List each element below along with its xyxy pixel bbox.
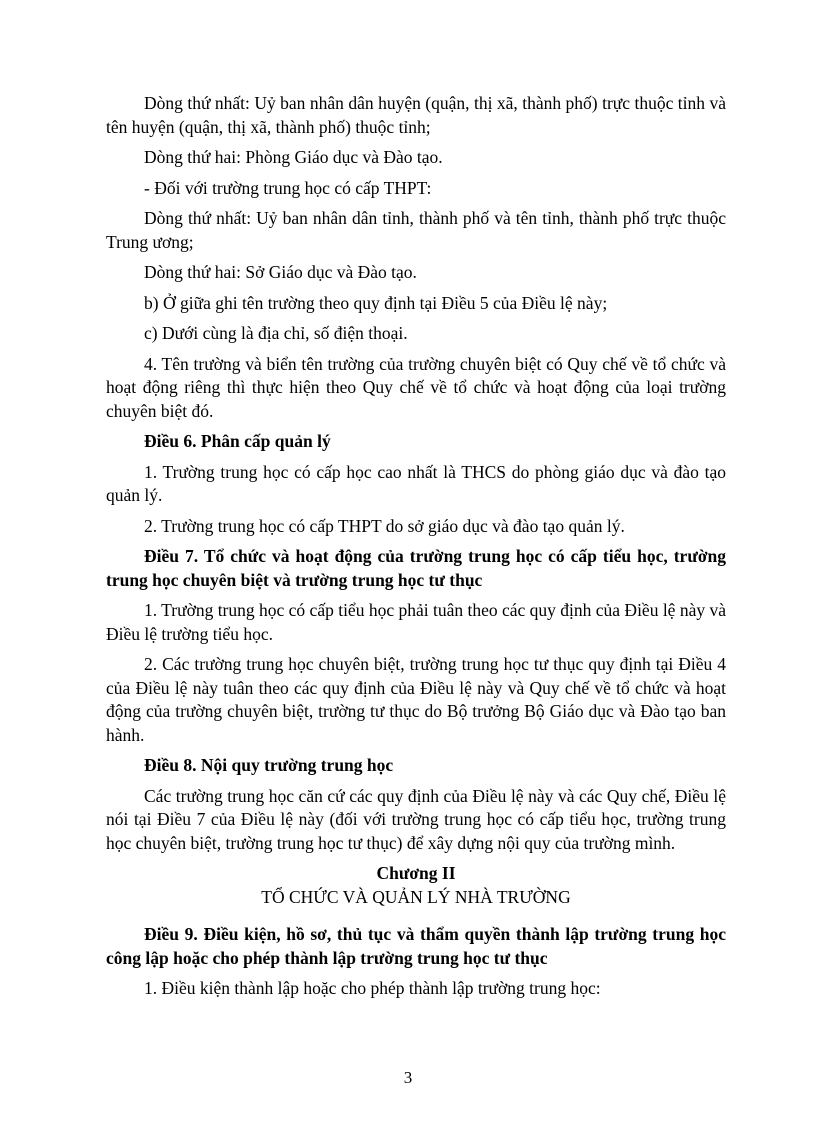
paragraph: c) Dưới cùng là địa chỉ, số điện thoại. (144, 323, 408, 343)
document-page (106, 92, 726, 1008)
paragraph: Dòng thứ hai: Sở Giáo dục và Đào tạo. (144, 262, 417, 282)
paragraph: Dòng thứ hai: Phòng Giáo dục và Đào tạo. (144, 147, 443, 167)
chapter-title: TỔ CHỨC VÀ QUẢN LÝ NHÀ TRƯỜNG (261, 886, 571, 907)
paragraph: Dòng thứ nhất: Uỷ ban nhân dân huyện (quận, thị xã, thành phố) trực thuộc tỉnh và tên huyện (quận, thị xã, thành phố) thuộc tỉnh; (106, 93, 726, 137)
paragraph: 2. Các trường trung học chuyên biệt, trường trung học tư thục quy định tại Điều 4 của Điều lệ này tuân theo các quy định của Điều lệ này và Quy chế về tổ chức và hoạt động của trường chuyên biệt, trường tư thục do Bộ trưởng Bộ Giáo dục và Đào tạo ban hành. (106, 654, 726, 745)
chapter-label: Chương II (376, 863, 456, 883)
paragraph: 1. Trường trung học có cấp tiểu học phải tuân theo các quy định của Điều lệ này và Điều lệ trường tiểu học. (106, 600, 726, 644)
paragraph: 1. Trường trung học có cấp học cao nhất là THCS do phòng giáo dục và đào tạo quản lý. (106, 461, 726, 505)
article-heading-9: Điều 9. Điều kiện, hồ sơ, thủ tục và thẩm quyền thành lập trường trung học công lập hoặc cho phép thành lập trường trung học tư thục (106, 924, 726, 968)
article-heading-8: Điều 8. Nội quy trường trung học (144, 755, 394, 775)
paragraph: - Đối với trường trung học có cấp THPT: (144, 177, 432, 198)
paragraph: Dòng thứ nhất: Uỷ ban nhân dân tỉnh, thành phố và tên tỉnh, thành phố trực thuộc Trung ương; (106, 208, 726, 252)
paragraph: b) Ở giữa ghi tên trường theo quy định tại Điều 5 của Điều lệ này; (144, 292, 608, 313)
paragraph: 2. Trường trung học có cấp THPT do sở giáo dục và đào tạo quản lý. (144, 515, 625, 536)
article-heading-7: Điều 7. Tổ chức và hoạt động của trường trung học có cấp tiểu học, trường trung học chuyên biệt và trường trung học tư thục (106, 546, 726, 590)
page-number: 3 (403, 1068, 413, 1087)
paragraph: 1. Điều kiện thành lập hoặc cho phép thành lập trường trung học: (144, 978, 601, 998)
paragraph: Các trường trung học căn cứ các quy định của Điều lệ này và các Quy chế, Điều lệ nói tại Điều 7 của Điều lệ này (đối với trường trung học có cấp tiểu học, trường trung học chuyên biệt, trường trung học tư thục) để xây dựng nội quy của trường mình. (106, 785, 726, 853)
paragraph: 4. Tên trường và biển tên trường của trường chuyên biệt có Quy chế về tổ chức và hoạt động riêng thì thực hiện theo Quy chế về tổ chức và hoạt động của loại trường chuyên biệt đó. (106, 353, 726, 421)
article-heading-6: Điều 6. Phân cấp quản lý (144, 431, 331, 451)
